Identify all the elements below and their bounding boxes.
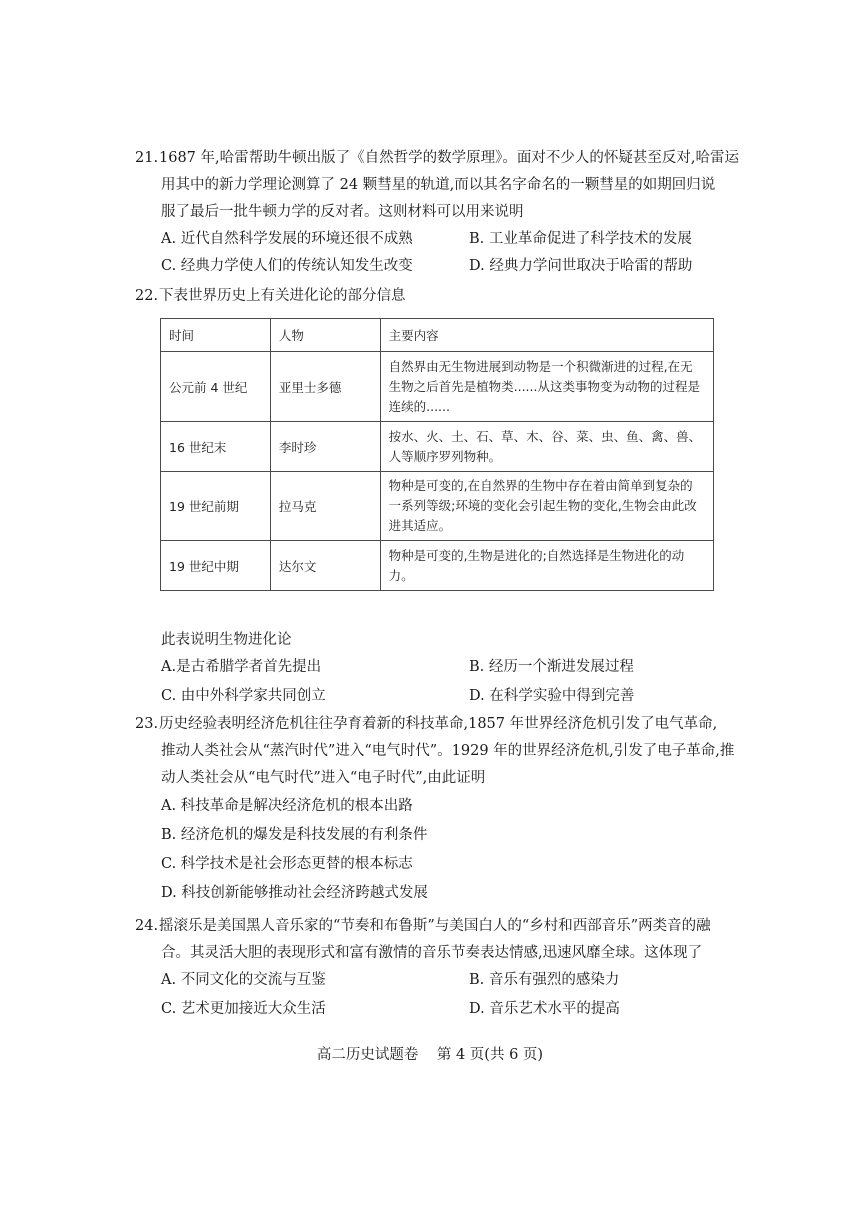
question-number: 24. bbox=[135, 918, 159, 934]
question-21 bbox=[135, 145, 755, 280]
option-row bbox=[135, 683, 755, 712]
table-cell-person: 达尔文 bbox=[270, 541, 380, 591]
option-row bbox=[135, 253, 755, 280]
table-cell-content: 物种是可变的,在自然界的生物中存在着由简单到复杂的一系列等级;环境的变化会引起生物的变化,生物会由此改进其适应。 bbox=[380, 472, 713, 541]
question-number: 22. bbox=[135, 288, 159, 304]
question-text-line: 推动人类社会从“蒸汽时代”进入“电气时代”。1929 年的世界经济危机,引发了电子革命,推 bbox=[161, 743, 735, 759]
option-b: B. 音乐有强烈的感染力 bbox=[469, 972, 620, 988]
question-number: 23. bbox=[135, 716, 159, 732]
option-c: C. 由中外科学家共同创立 bbox=[161, 688, 326, 704]
question-text-line: 此表说明生物进化论 bbox=[161, 632, 292, 648]
question-number: 21. bbox=[135, 150, 159, 166]
table-cell-person: 李时珍 bbox=[270, 422, 380, 472]
column-header: 人物 bbox=[270, 319, 380, 352]
table-row bbox=[161, 422, 714, 472]
option-row bbox=[135, 996, 755, 1025]
table-cell-content: 自然界由无生物进展到动物是一个积微渐进的过程,在无生物之后首先是植物类......从这类事物变为动物的过程是连续的...... bbox=[380, 352, 713, 422]
question-24 bbox=[135, 913, 755, 1025]
question-text-line: 动人类社会从“电气时代”进入“电子时代”,由此证明 bbox=[161, 770, 486, 786]
option-list bbox=[135, 792, 755, 908]
option-d: D. 音乐艺术水平的提高 bbox=[469, 1001, 620, 1017]
option-a: A. 不同文化的交流与互鉴 bbox=[161, 972, 326, 988]
option-d: D. 在科学实验中得到完善 bbox=[469, 688, 635, 704]
page-footer bbox=[0, 1043, 860, 1064]
option-d: D. 经典力学问世取决于哈雷的帮助 bbox=[469, 258, 693, 274]
question-23 bbox=[135, 711, 755, 908]
question-22 bbox=[135, 283, 755, 310]
option-b: B. 经历一个渐进发展过程 bbox=[469, 659, 634, 675]
table-cell-person: 拉马克 bbox=[270, 472, 380, 541]
question-text-line: 1687 年,哈雷帮助牛顿出版了《自然哲学的数学原理》。面对不少人的怀疑甚至反对,哈雷运 bbox=[159, 150, 739, 166]
question-text-line: 合。其灵活大胆的表现形式和富有激情的音乐节奏表达情感,迅速风靡全球。这体现了 bbox=[161, 945, 703, 961]
option-a: A.是古希腊学者首先提出 bbox=[161, 659, 322, 675]
question-text-line: 用其中的新力学理论测算了 24 颗彗星的轨道,而以其名字命名的一颗彗星的如期回归说 bbox=[161, 177, 716, 193]
option-b: B. 工业革命促进了科学技术的发展 bbox=[469, 231, 692, 247]
table-header-row bbox=[161, 319, 714, 352]
option-row bbox=[135, 654, 755, 683]
option-c: C. 经典力学使人们的传统认知发生改变 bbox=[161, 258, 413, 274]
table-cell-time: 16 世纪末 bbox=[161, 422, 271, 472]
table-row bbox=[161, 472, 714, 541]
column-header: 主要内容 bbox=[380, 319, 713, 352]
table-cell-time: 19 世纪中期 bbox=[161, 541, 271, 591]
question-text-line: 摇滚乐是美国黑人音乐家的“节奏和布鲁斯”与美国白人的“乡村和西部音乐”两类音的融 bbox=[159, 918, 711, 934]
table-cell-time: 19 世纪前期 bbox=[161, 472, 271, 541]
table-cell-time: 公元前 4 世纪 bbox=[161, 352, 271, 422]
option-c: C. 艺术更加接近大众生活 bbox=[161, 1001, 326, 1017]
table-cell-content: 按水、火、土、石、草、木、谷、菜、虫、鱼、禽、兽、人等顺序罗列物种。 bbox=[380, 422, 713, 472]
footer-title: 高二历史试题卷 bbox=[316, 1047, 419, 1063]
option-row bbox=[135, 967, 755, 996]
question-text-line: 服了最后一批牛顿力学的反对者。这则材料可以用来说明 bbox=[161, 204, 524, 220]
question-text-line: 历史经验表明经济危机往往孕育着新的科技革命,1857 年世界经济危机引发了电气革命, bbox=[159, 716, 718, 732]
table-cell-content: 物种是可变的,生物是进化的;自然选择是生物进化的动力。 bbox=[380, 541, 713, 591]
option-c: C. 科学技术是社会形态更替的根本标志 bbox=[161, 856, 413, 872]
option-a: A. 科技革命是解决经济危机的根本出路 bbox=[161, 798, 413, 814]
footer-page-number: 第 4 页(共 6 页) bbox=[436, 1047, 544, 1063]
question-22-options bbox=[135, 627, 755, 712]
question-text-line: 下表世界历史上有关进化论的部分信息 bbox=[159, 288, 406, 304]
option-row bbox=[135, 226, 755, 253]
option-b: B. 经济危机的爆发是科技发展的有利条件 bbox=[161, 827, 428, 843]
table-row bbox=[161, 352, 714, 422]
table-cell-person: 亚里士多德 bbox=[270, 352, 380, 422]
option-d: D. 科技创新能够推动社会经济跨越式发展 bbox=[161, 885, 428, 901]
column-header: 时间 bbox=[161, 319, 271, 352]
evolution-table bbox=[160, 318, 714, 591]
table-row bbox=[161, 541, 714, 591]
option-a: A. 近代自然科学发展的环境还很不成熟 bbox=[161, 231, 413, 247]
